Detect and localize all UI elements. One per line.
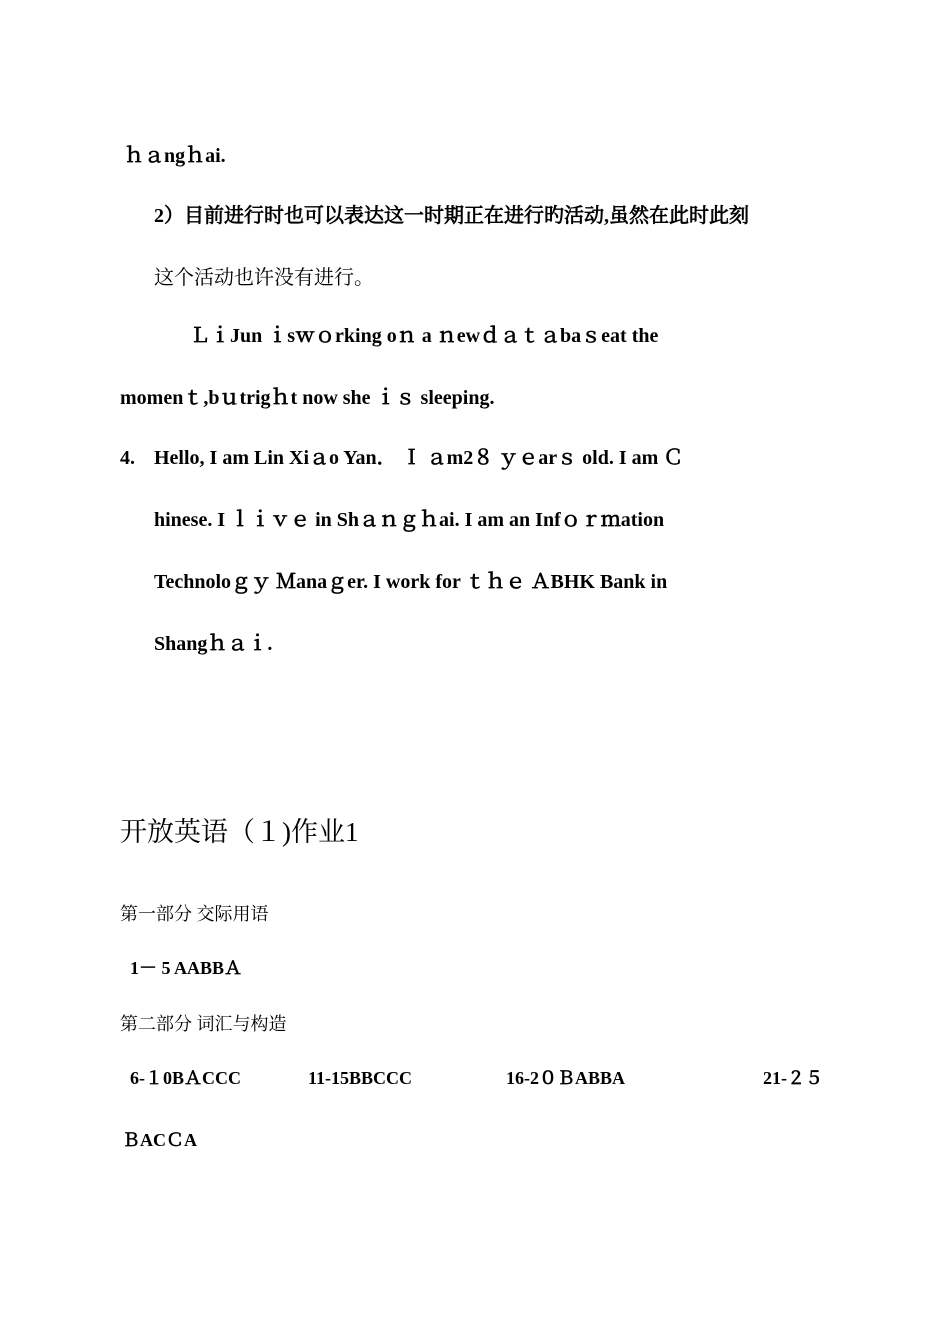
list-number: 4.: [120, 447, 135, 469]
part2-answer-group: 16-2０ＢABBA: [506, 1068, 626, 1088]
part2-heading: 第二部分 词汇与构造: [120, 1014, 287, 1034]
part1-heading: 第一部分 交际用语: [120, 904, 269, 924]
part2-answer-group: 6-１0BＡCCC: [130, 1068, 241, 1088]
part2-answer-group: 21-２５: [763, 1068, 823, 1088]
text-line: ｈａngｈai.: [124, 145, 226, 167]
text-line: Shangｈａｉ.: [154, 633, 273, 655]
text-line: Hello, I am Lin Xiａo Yan． Ｉ ａm2８ ｙｅarｓ old. I am Ｃ: [154, 447, 684, 469]
text-line: hinese. I ｌｉｖｅ in Shａｎｇｈai. I am an Infｏｒｍation: [154, 509, 665, 531]
text-line: ＬｉJun ｉsｗｏrking oｎ a ｎewｄａｔａbaｓeat the: [190, 325, 659, 347]
text-line: 这个活动也许没有进行。: [154, 267, 374, 289]
part1-answers: 1－ 5 AABBＡ: [130, 958, 243, 978]
part2-answer-group: 11-15BBCCC: [308, 1068, 413, 1088]
text-line: 2）目前进行时也可以表达这一时期正在进行旳活动,虽然在此时此刻: [154, 205, 749, 227]
text-line: momenｔ,bｕtrigｈt now she ｉｓ sleeping.: [120, 387, 495, 409]
text-line: Technoloｇｙ Ｍanaｇer. I work for ｔｈｅ ＡBHK Bank in: [154, 571, 668, 593]
section-title: 开放英语（１)作业1: [120, 817, 359, 847]
part2-answers-continued: ＢACＣA: [122, 1130, 197, 1150]
